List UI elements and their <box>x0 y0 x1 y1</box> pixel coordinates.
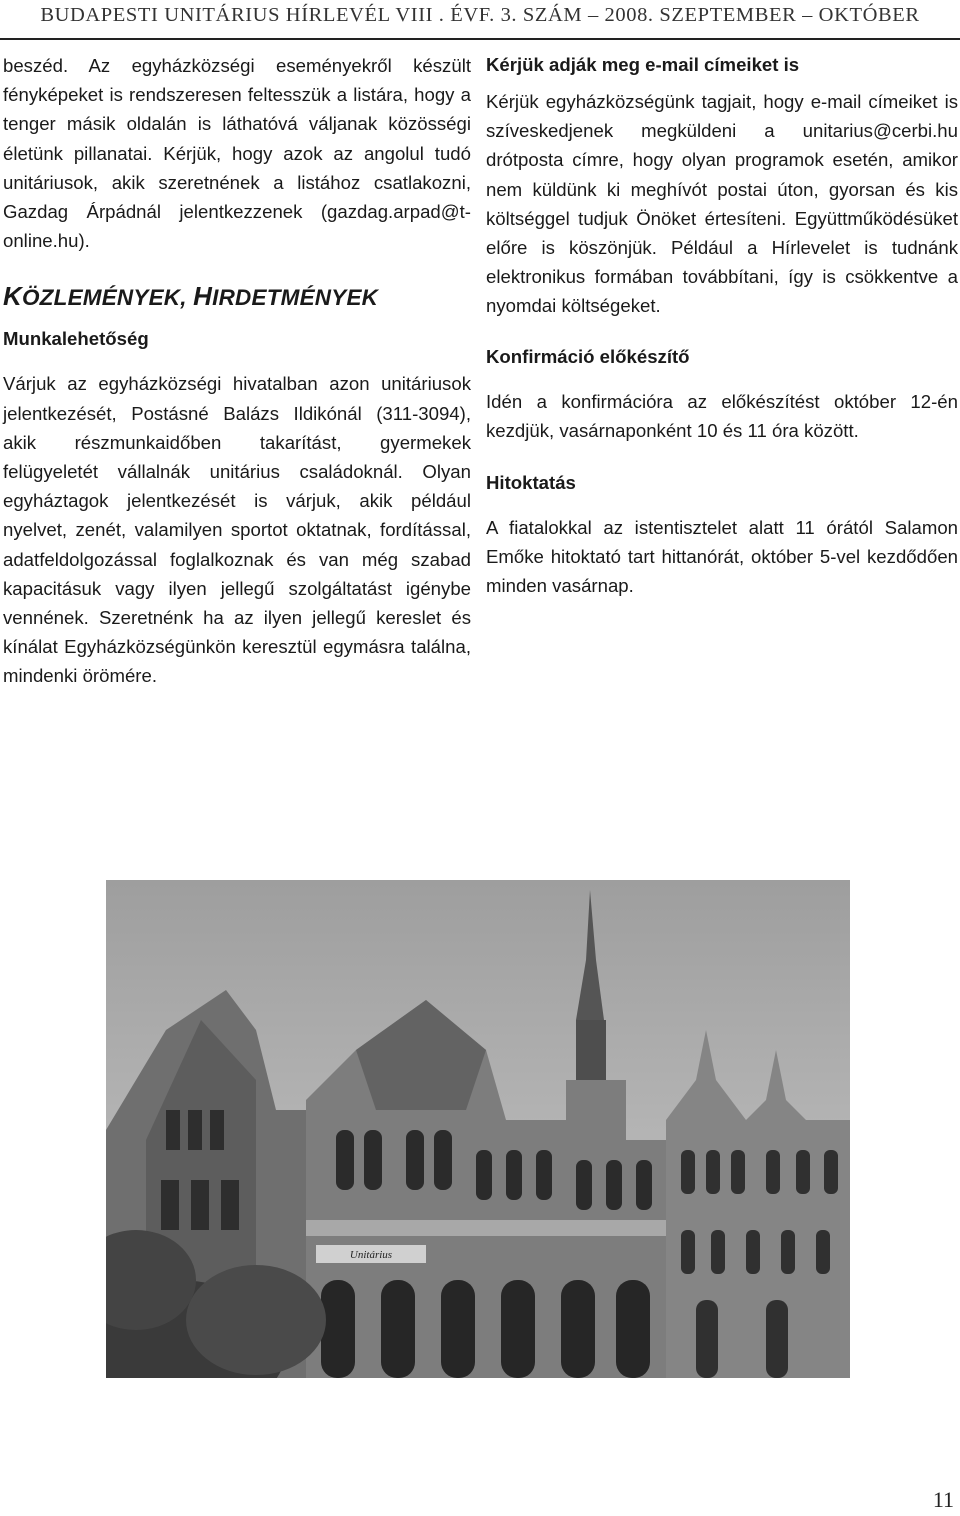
church-photo <box>106 880 850 1378</box>
section-title-initial-k: K <box>3 281 22 312</box>
running-header: BUDAPESTI UNITÁRIUS HÍRLEVÉL VIII . ÉVF. 3. SZÁM – 2008. SZEPTEMBER – OKTÓBER <box>40 4 920 26</box>
religion-heading: Hitoktatás <box>486 472 576 494</box>
religion-paragraph: A fiatalokkal az istentisztelet alatt 11 órától Salamon Emőke hitoktató tart hittanórát, október 5-vel kezdődően minden vasárnap. <box>486 517 958 597</box>
church-building-illustration <box>106 880 850 1378</box>
section-title-part-1: ÖZLEMÉNYEK, <box>21 285 194 311</box>
page-number: 11 <box>932 1487 954 1512</box>
right-column <box>486 51 958 601</box>
shop-sign-text: Unitárius <box>349 1249 393 1261</box>
section-title <box>3 281 471 313</box>
confirmation-heading: Konfirmáció előkészítő <box>486 345 690 367</box>
left-column <box>3 51 471 691</box>
confirmation-paragraph: Idén a konfirmációra az előkészítést október 12-én kezdjük, vasárnaponként 10 és 11 óra között. <box>486 390 958 441</box>
email-heading: Kérjük adják meg e-mail címeiket is <box>486 54 800 75</box>
section-title-part-2: IRDETMÉNYEK <box>212 285 379 311</box>
email-paragraph: Kérjük egyházközségünk tagjait, hogy e-mail címeiket is szíveskedjenek megküldeni a unitarius@cerbi.hu drótposta címre, hogy olyan programok esetén, amikor nem küldünk ki meghívót postai úton, gyorsan és kis költséggel tudjuk Önöket értesíteni. Együttműködésüket előre is köszönjük. Például a Hírlevelet is tudnánk elektronikus formában továbbítani, így is csökkentve a nyomdai költségeket. <box>486 91 958 317</box>
work-paragraph: Várjuk az egyházközségi hivatalban azon unitáriusok jelentkezését, Postásné Balázs Ildikónál (311-3094), akik részmunkaidőben takarítást, gyermekek felügyeletét vállalnák unitárius családoknál. Olyan egyháztagok jelentkezését is várjuk, akik például nyelvet, zenét, valamilyen sportot oktatnak, fordítással, adatfeldolgozással foglalkoznak és van még szabad kapacitásuk vagy ilyen jellegű szolgáltatást igénybe vennének. Szeretnénk ha az ilyen jellegű kereslet és kínálat Egyházközségünkön keresztül egymásra találna, mindenki örömére. <box>3 373 471 687</box>
header-divider <box>0 38 960 40</box>
work-heading: Munkalehetőség <box>3 328 149 350</box>
section-title-initial-h: H <box>193 281 213 312</box>
balcony-band <box>306 1220 666 1236</box>
intro-paragraph: beszéd. Az egyházközségi eseményekről készült fényképeket is rendszeresen feltesszük a listára, hogy a tenger másik oldalán is láthatóvá váljanak közösségi életünk pillanatai. Kérjük, hogy azok az angolul tudó unitáriusok, akik szeretnének a listához csatlakozni, Gazdag Árpádnál jelentkezzenek (gazdag.arpad@t-online.hu). <box>3 55 471 252</box>
